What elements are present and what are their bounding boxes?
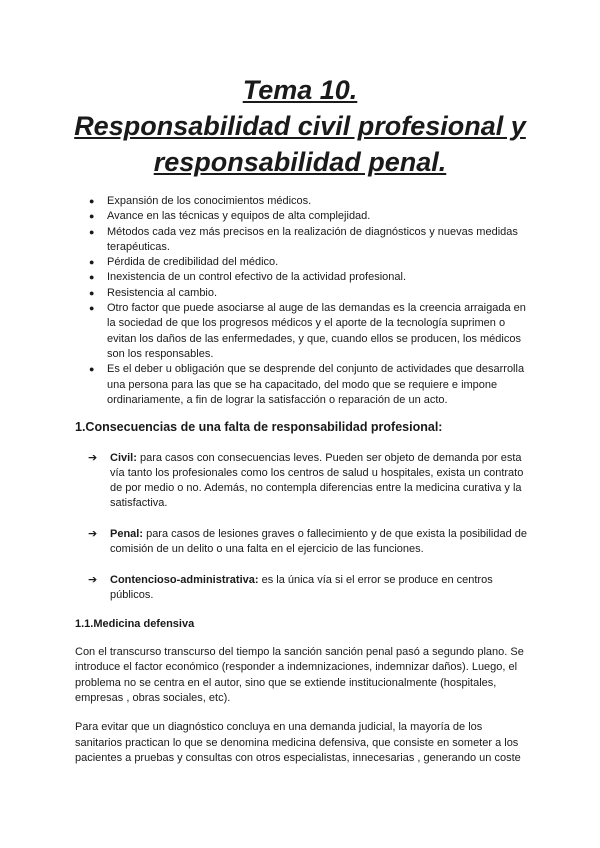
bullet-icon: ● [89,364,95,375]
subsection-heading: 1.1.Medicina defensiva [75,618,195,631]
list-item-text: Avance en las técnicas y equipos de alta complejidad. [107,210,371,223]
list-item-contencioso [88,573,530,603]
list-item-text: Métodos cada vez más precisos en la realización de diagnósticos y nuevas medidas terapéuticas. [107,225,518,253]
list-item-penal [88,527,530,557]
list-item-text: Resistencia al cambio. [107,286,218,299]
bullet-icon: ● [89,303,95,314]
list-item [89,301,537,362]
title-line-3: responsabilidad penal. [153,147,447,177]
list-item [89,362,537,408]
bullet-icon: ● [89,287,95,298]
item-label: Contencioso-administrativa: [110,574,259,587]
arrow-right-icon: ➔ [88,574,98,587]
item-text: es la única vía si el error se produce en centros públicos. [110,574,493,602]
list-item-text: Pérdida de credibilidad del médico. [107,256,279,269]
list-item [89,270,537,285]
list-item [89,225,537,256]
bullet-icon: ● [89,211,95,222]
item-label: Penal: [110,528,144,541]
arrow-list [0,451,530,603]
list-item [89,209,537,224]
list-item [89,255,537,270]
title-line-1: Tema 10. [242,75,358,105]
bullet-icon: ● [89,196,95,206]
section-heading: 1.Consecuencias de una falta de responsabilidad profesional: [75,420,443,435]
list-item-text: Es el deber u obligación que se desprende del conjunto de actividades que desarrolla una persona para las que se ha capacitado, del modo que se requiere e impone ordinariamente, a fin de lograr la satisfacción o reparación de un acto. [107,363,525,406]
list-item-civil [88,451,530,511]
item-label: Civil: [110,452,137,465]
paragraph: Para evitar que un diagnóstico concluya en una demanda judicial, la mayoría de los sanitarios practican lo que se denomina medicina defensiva, que consiste en someter a los pacientes a pruebas y consultas con otros especialistas, innecesarias , generando un coste [75,721,521,764]
item-text: para casos con consecuencias leves. Pueden ser objeto de demanda por esta vía tanto los profesionales como los centros de salud u hospitales, exista un contrato de por medio o no. Además, no contempla diferencias entre la medicina curativa y la satisfactiva. [110,452,524,510]
arrow-right-icon: ➔ [88,452,98,465]
bullet-icon: ● [89,257,95,268]
bullet-icon: ● [89,226,95,237]
arrow-right-icon: ➔ [88,528,98,541]
paragraph: Con el transcurso transcurso del tiempo la sanción sanción penal pasó a segundo plano. Se introduce el factor económico (responder a indemnizaciones, indemnizar daños). Luego, el problema no se centra en el autor, sino que se extiende institucionalmente (hospitales, empresas , obras sociales, etc). [75,646,524,705]
list-item-text: Otro factor que puede asociarse al auge de las demandas es la creencia arraigada en la sociedad de que los progresos médicos y el aporte de la tecnología suprimen o evitan los daños de las enfermedades, y que, cuando ellos se producen, los médicos son los responsables. [107,302,526,360]
title-line-2: Responsabilidad civil profesional y [74,111,526,141]
bullet-icon: ● [89,272,95,283]
list-item [89,286,537,301]
item-text: para casos de lesiones graves o fallecimiento y de que exista la posibilidad de comisión de un delito o una falta en el ejercicio de las funciones. [110,528,528,556]
list-item-text: Expansión de los conocimientos médicos. [107,195,312,207]
list-item [89,194,537,209]
bullet-list [0,194,537,408]
list-item-text: Inexistencia de un control efectivo de la actividad profesional. [107,271,407,284]
